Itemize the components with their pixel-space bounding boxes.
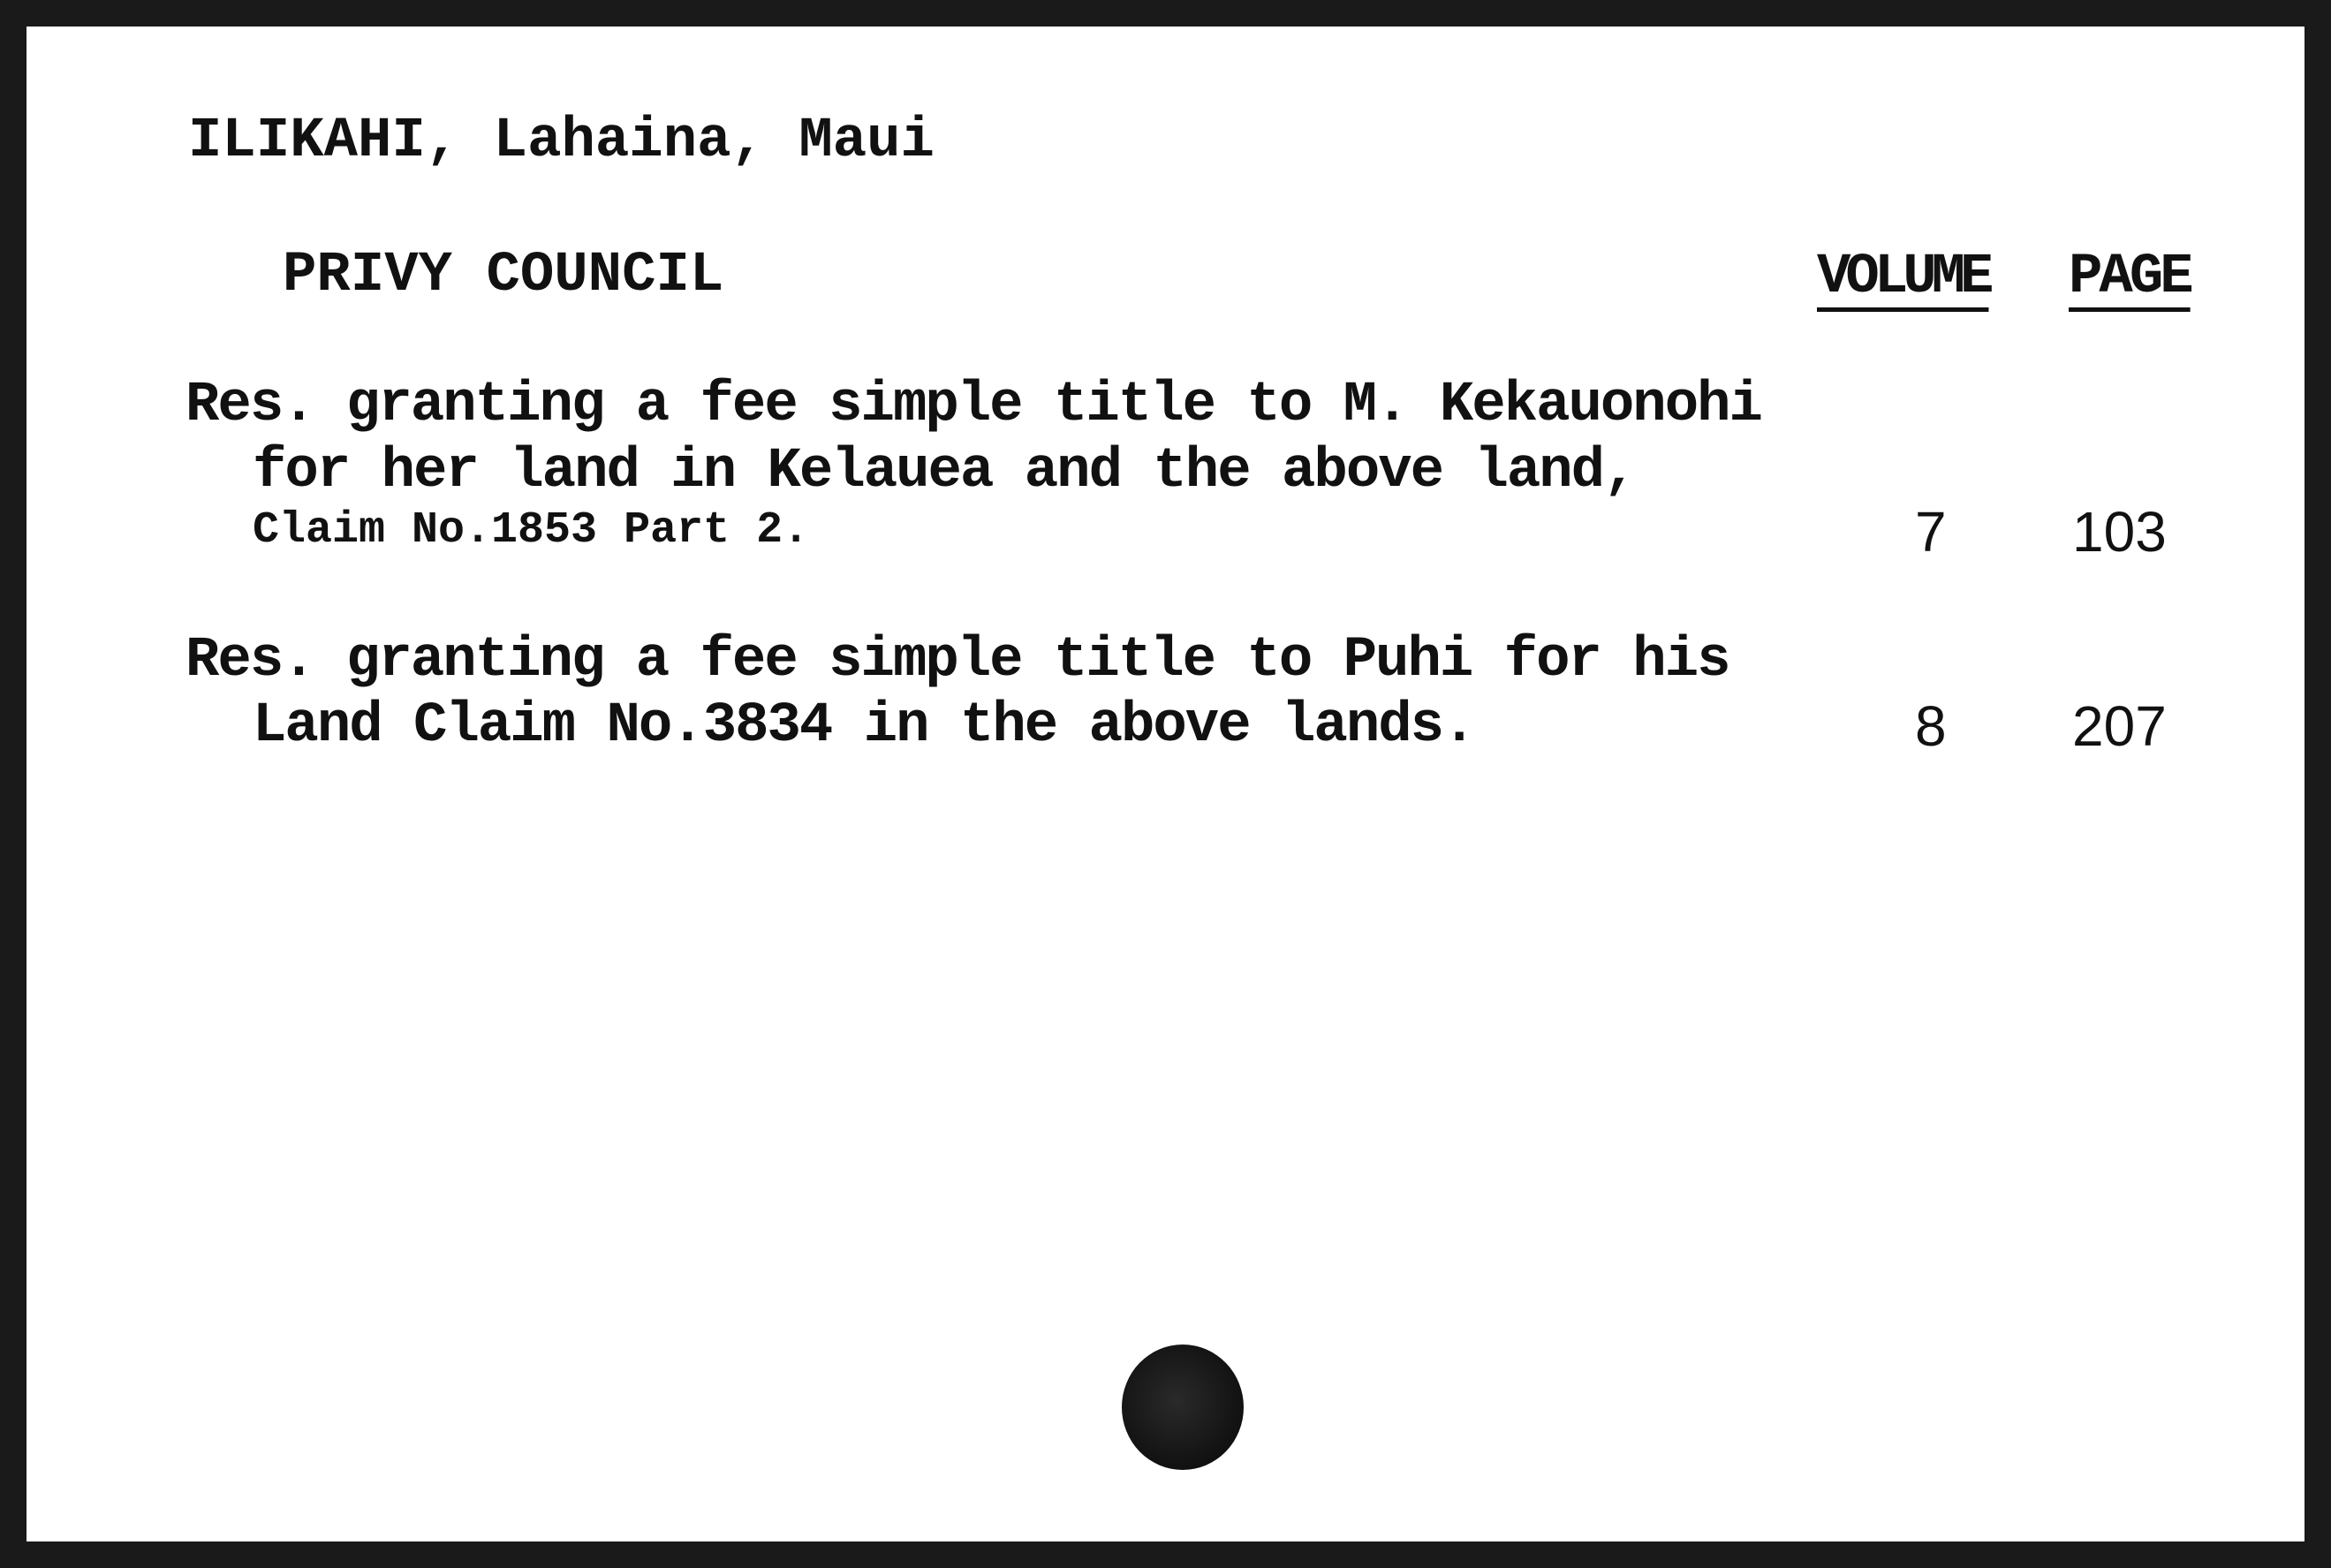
entry-line: Res. granting a fee simple title to Puhi for his [185, 629, 1729, 693]
entry-volume: 8 [1915, 694, 1947, 758]
entry-page: 103 [2072, 500, 2167, 564]
entry-volume: 7 [1915, 500, 1947, 564]
section-title: PRIVY COUNCIL [283, 244, 724, 307]
entry-line: Claim No.1853 Part 2. [253, 505, 810, 556]
page-column-header: PAGE [2069, 246, 2191, 309]
entry-line: Res. granting a fee simple title to M. Kekauonohi [185, 374, 1761, 437]
entry-line: Land Claim No.3834 in the above lands. [253, 694, 1475, 758]
volume-column-header: VOLUME [1817, 246, 1989, 309]
entry-line: for her land in Kelauea and the above land, [253, 440, 1636, 504]
punch-hole [1122, 1345, 1244, 1470]
entry-page: 207 [2072, 694, 2167, 758]
index-card [26, 27, 2305, 1541]
card-heading: ILIKAHI, Lahaina, Maui [188, 110, 935, 173]
